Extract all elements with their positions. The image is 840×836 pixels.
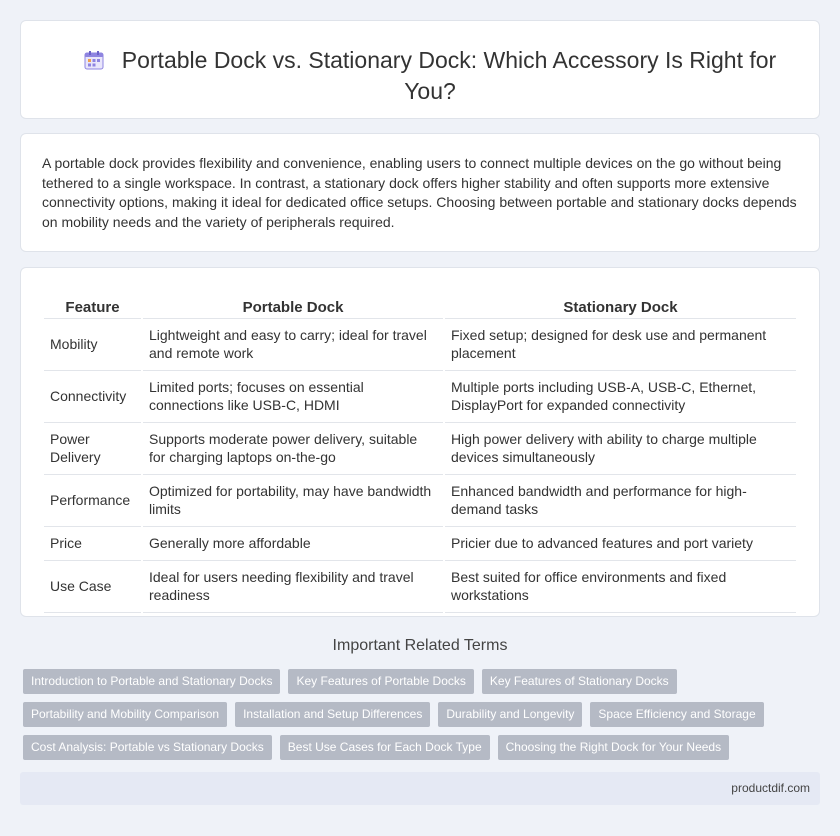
cell-feature: Price [44, 527, 141, 561]
page-title-text: Portable Dock vs. Stationary Dock: Which Accessory Is Right for You? [121, 47, 777, 104]
cell-feature: Power Delivery [44, 423, 141, 475]
related-tag[interactable]: Durability and Longevity [438, 702, 582, 727]
cell-portable: Generally more affordable [143, 527, 443, 561]
cell-stationary: High power delivery with ability to charge multiple devices simultaneously [445, 423, 796, 475]
related-tag[interactable]: Cost Analysis: Portable vs Stationary Docks [23, 735, 272, 760]
related-terms [23, 669, 813, 768]
comparison-table [42, 292, 798, 613]
title-wrap [61, 45, 799, 107]
cell-feature: Use Case [44, 561, 141, 613]
table-row [44, 371, 796, 423]
related-tag[interactable]: Best Use Cases for Each Dock Type [280, 735, 490, 760]
tag-row [23, 702, 813, 727]
cell-stationary: Fixed setup; designed for desk use and permanent placement [445, 319, 796, 371]
table-row [44, 527, 796, 561]
cell-stationary: Enhanced bandwidth and performance for high-demand tasks [445, 475, 796, 527]
tag-row [23, 669, 813, 694]
calendar-icon [84, 47, 104, 67]
table-row [44, 319, 796, 371]
header-stationary: Stationary Dock [445, 292, 796, 319]
cell-stationary: Best suited for office environments and fixed workstations [445, 561, 796, 613]
cell-feature: Connectivity [44, 371, 141, 423]
cell-feature: Performance [44, 475, 141, 527]
intro-card [20, 133, 820, 252]
comparison-card [20, 267, 820, 617]
table-row [44, 561, 796, 613]
cell-feature: Mobility [44, 319, 141, 371]
related-tag[interactable]: Key Features of Stationary Docks [482, 669, 677, 694]
header-feature: Feature [44, 292, 141, 319]
table-row [44, 475, 796, 527]
cell-portable: Supports moderate power delivery, suitable for charging laptops on-the-go [143, 423, 443, 475]
footer-site[interactable]: productdif.com [731, 781, 810, 795]
cell-stationary: Pricier due to advanced features and port variety [445, 527, 796, 561]
cell-portable: Optimized for portability, may have bandwidth limits [143, 475, 443, 527]
title-card [20, 20, 820, 119]
cell-portable: Ideal for users needing flexibility and travel readiness [143, 561, 443, 613]
cell-portable: Limited ports; focuses on essential connections like USB-C, HDMI [143, 371, 443, 423]
footer [20, 772, 820, 805]
related-tag[interactable]: Space Efficiency and Storage [590, 702, 763, 727]
cell-stationary: Multiple ports including USB-A, USB-C, Ethernet, DisplayPort for expanded connectivity [445, 371, 796, 423]
related-tag[interactable]: Introduction to Portable and Stationary Docks [23, 669, 280, 694]
header-portable: Portable Dock [143, 292, 443, 319]
page-title [61, 45, 799, 107]
tag-row [23, 735, 813, 760]
cell-portable: Lightweight and easy to carry; ideal for travel and remote work [143, 319, 443, 371]
table-row [44, 423, 796, 475]
related-tag[interactable]: Installation and Setup Differences [235, 702, 430, 727]
related-terms-title: Important Related Terms [332, 637, 508, 654]
related-tag[interactable]: Portability and Mobility Comparison [23, 702, 227, 727]
table-header-row [44, 292, 796, 319]
related-tag[interactable]: Choosing the Right Dock for Your Needs [498, 735, 729, 760]
related-tag[interactable]: Key Features of Portable Docks [288, 669, 473, 694]
intro-text: A portable dock provides flexibility and convenience, enabling users to connect multiple devices on the go without being tethered to a single workspace. In contrast, a stationary dock offers higher stability and often supports more extensive connectivity options, making it ideal for dedicated office setups. Choosing between portable and stationary docks depends on mobility needs and the variety of peripherals required. [42, 155, 797, 230]
